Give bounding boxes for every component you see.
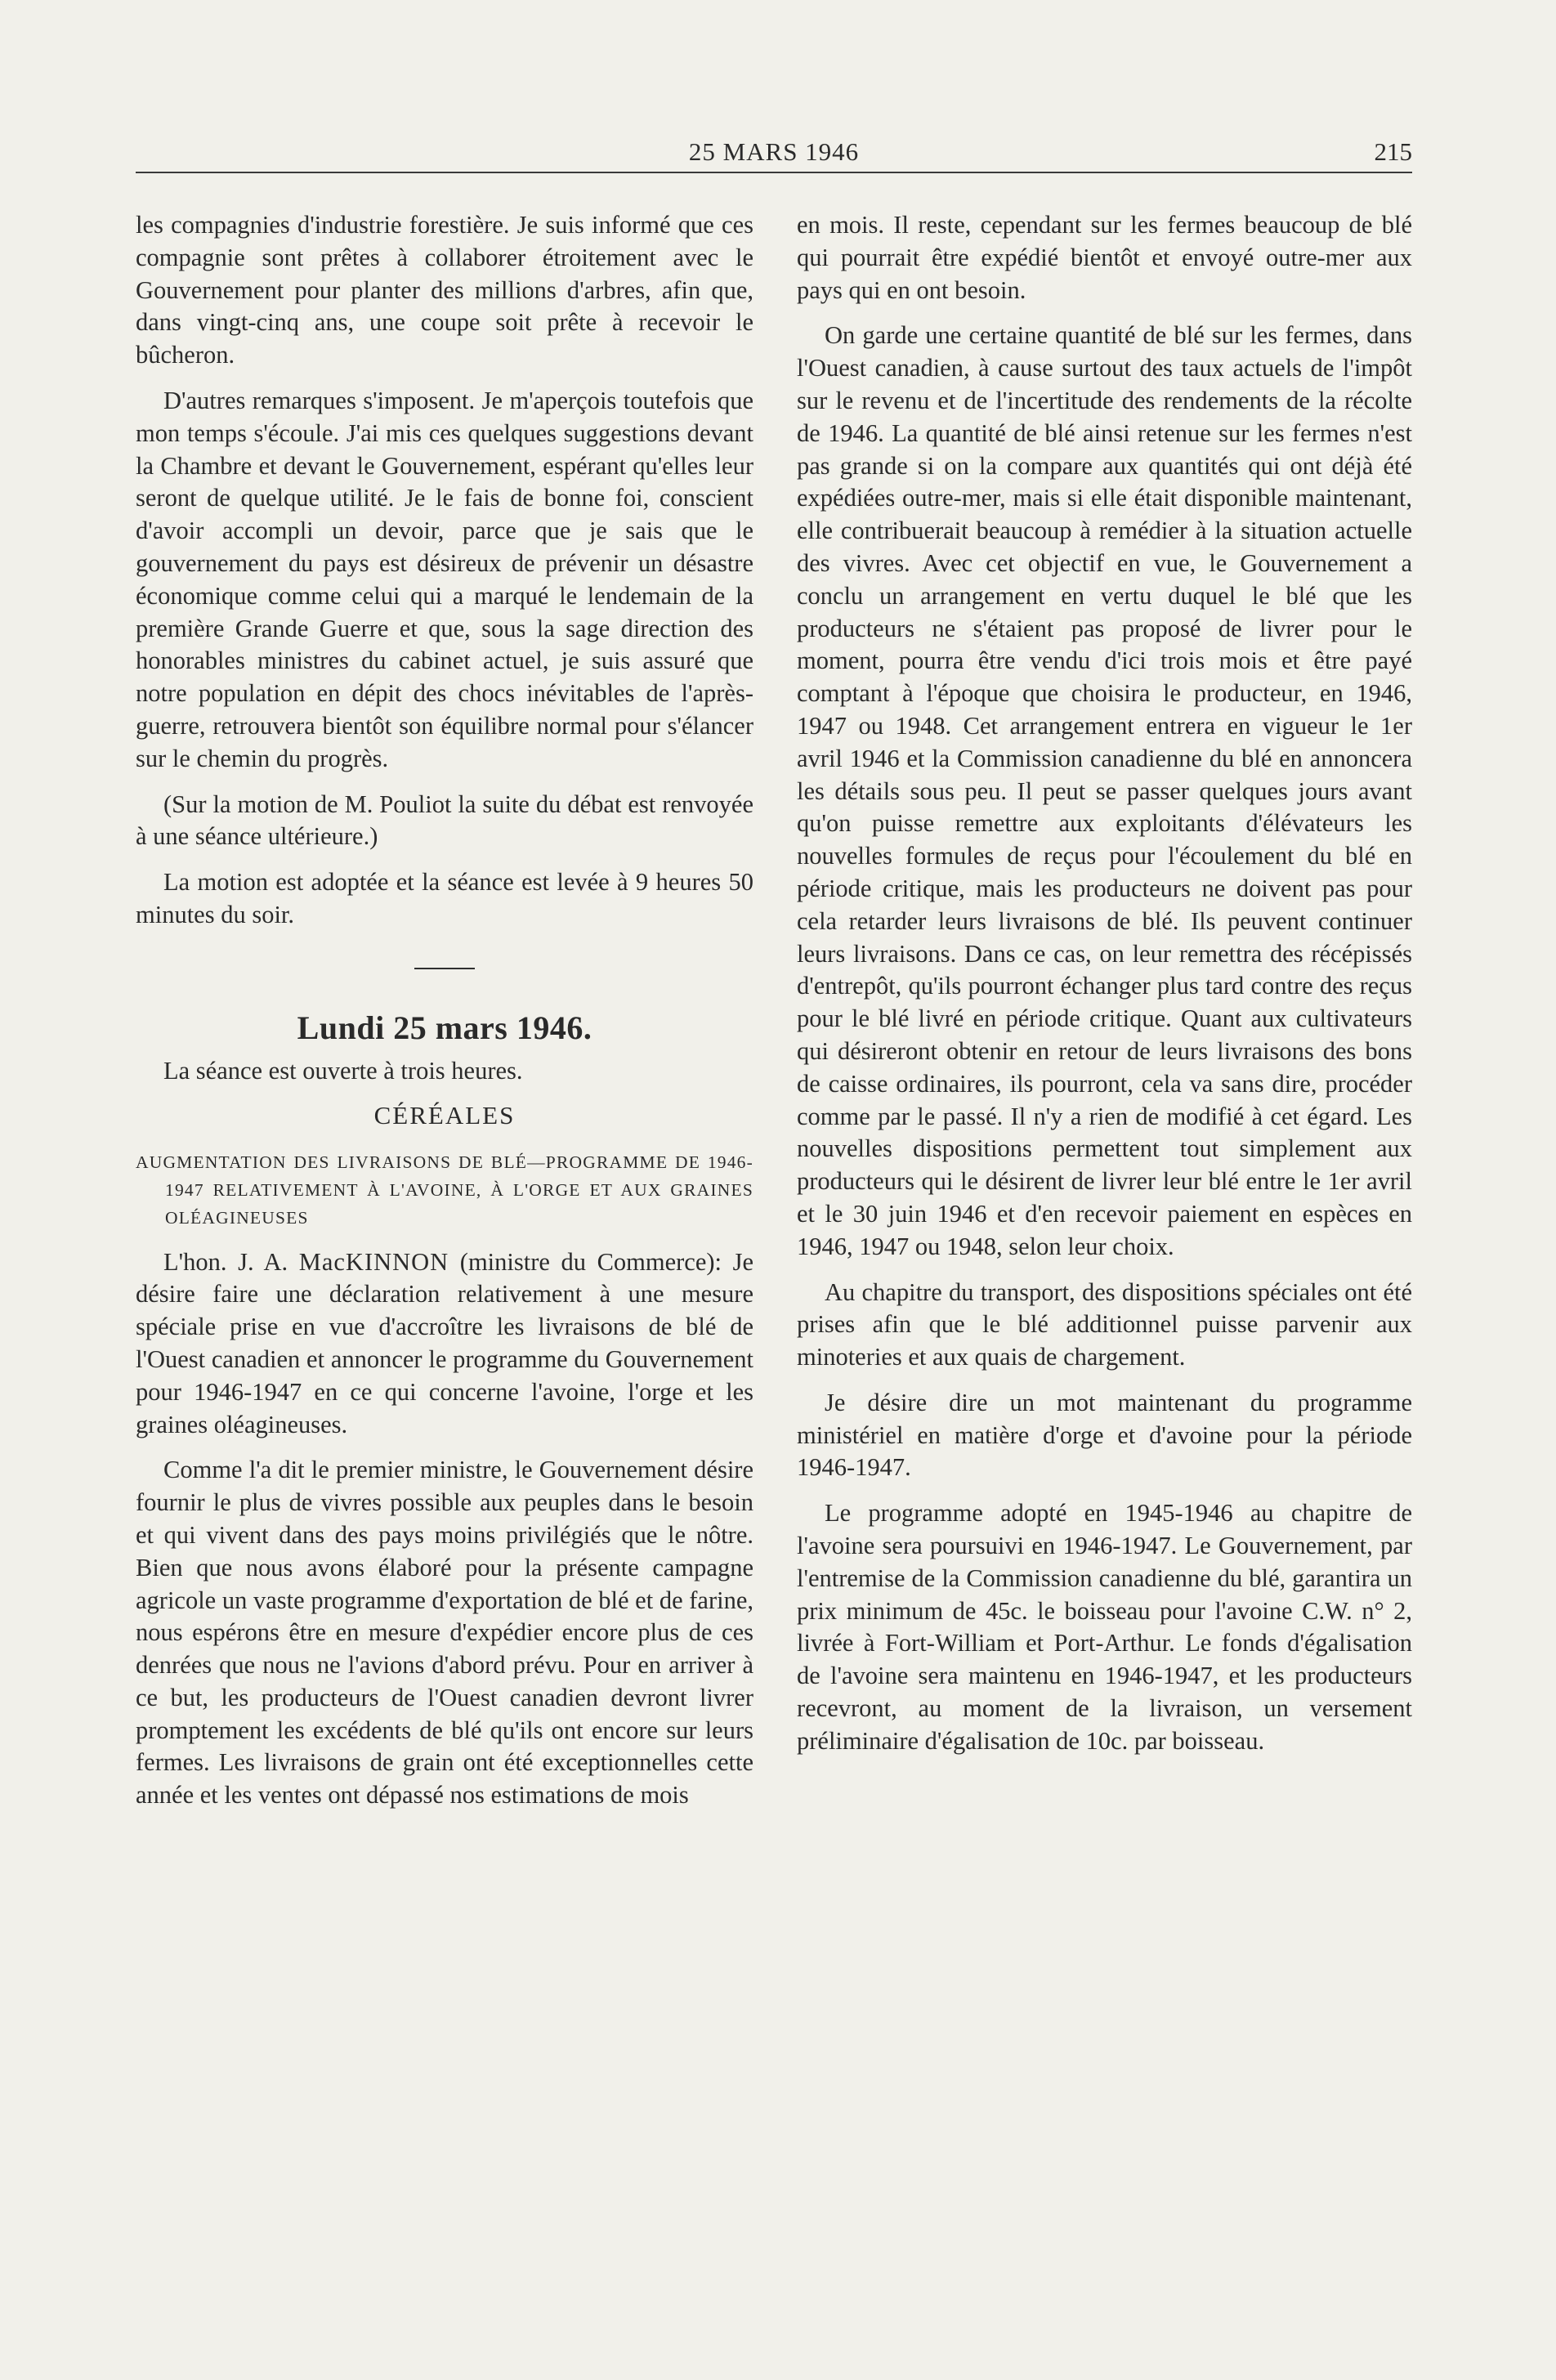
- paragraph: Je désire dire un mot maintenant du programme ministériel en matière d'orge et d'avoine pour la période 1946-1947.: [797, 1388, 1412, 1482]
- paragraph: Comme l'a dit le premier ministre, le Gouvernement désire fournir le plus de vivres possible aux peuples dans le besoin et qui vivent dans des pays moins privilégiés que le nôtre. Bien que nous avons élaboré pour la présente campagne agricole un vaste programme d'exportation de blé et de farine, nous espérons être en mesure d'expédier encore plus de ces denrées que nous ne l'avions d'abord prévu. Pour en arriver à ce but, les producteurs de l'Ouest canadien devront livrer promptement les excédents de blé qu'ils ont encore sur leurs fermes. Les livraisons de grain ont été exceptionnelles cette année et les ventes ont dépassé nos estimations de mois: [136, 1456, 753, 1810]
- left-column: [136, 209, 753, 1825]
- paragraph: Le programme adopté en 1945-1946 au chapitre de l'avoine sera poursuivi en 1946-1947. Le Gouvernement, par l'entremise de la Commission canadienne du blé, garantira un prix minimum de 45c. le boisseau pour l'avoine C.W. n° 2, livrée à Fort-William et Port-Arthur. Le fonds d'égalisation de l'avoine sera maintenu en 1946-1947, et les producteurs recevront, au moment de la livraison, un versement préliminaire d'égalisation de 10c. par boisseau.: [797, 1499, 1412, 1755]
- section-divider: [414, 968, 475, 969]
- paragraph: La motion est adoptée et la séance est levée à 9 heures 50 minutes du soir.: [136, 868, 753, 928]
- running-header: [136, 131, 1412, 173]
- running-date: 25 MARS 1946: [688, 137, 860, 166]
- speech-paragraph: [136, 1246, 753, 1442]
- sitting-date-heading: Lundi 25 mars 1946.: [297, 1009, 592, 1046]
- right-column: [797, 209, 1412, 1771]
- paragraph: les compagnies d'industrie forestière. Je suis informé que ces compagnie sont prêtes à collaborer étroitement avec le Gouvernement pour planter des millions d'arbres, afin que, dans vingt-cinq ans, une coupe soit prête à recevoir le bûcheron.: [136, 211, 753, 369]
- paragraph: en mois. Il reste, cependant sur les fermes beaucoup de blé qui pourrait être expédié bientôt et envoyé outre-mer aux pays qui en ont besoin.: [797, 211, 1412, 304]
- paragraph: Au chapitre du transport, des dispositions spéciales ont été prises afin que le blé additionnel puisse parvenir aux minoteries et aux quais de chargement.: [797, 1277, 1412, 1371]
- paragraph: (Sur la motion de M. Pouliot la suite du débat est renvoyée à une séance ultérieure.): [136, 790, 753, 851]
- section-title: CÉRÉALES: [373, 1100, 516, 1130]
- paragraph: D'autres remarques s'imposent. Je m'aperçois toutefois que mon temps s'écoule. J'ai mis ces quelques suggestions devant la Chambre et devant le Gouvernement, espérant qu'elles leur seront de quelque utilité. Je le fais de bonne foi, conscient d'avoir accompli un devoir, parce que je sais que le gouvernement du pays est désireux de prévenir un désastre économique comme celui qui a marqué le lendemain de la première Grande Guerre et que, sous la sage direction des honorables ministres du cabinet actuel, je suis assuré que notre population en dépit des chocs inévitables de l'après-guerre, retrouvera bientôt son équilibre normal pour s'élancer sur le chemin du progrès.: [136, 386, 753, 772]
- speech-text: (ministre du Commerce): Je désire faire une déclaration relativement à une mesure spéciale prise en vue d'accroître les livraisons de blé de l'Ouest canadien et annoncer le programme du Gouvernement pour 1946-1947 en ce qui concerne l'avoine, l'orge et les graines oléagineuses.: [136, 1247, 753, 1438]
- sitting-opened-note: La séance est ouverte à trois heures.: [163, 1056, 523, 1085]
- page-number: 215: [1374, 137, 1412, 166]
- paragraph: On garde une certaine quantité de blé sur les fermes, dans l'Ouest canadien, à cause surtout des taux actuels de l'impôt sur le revenu et de l'incertitude des rendements de la récolte de 1946. La quantité de blé ainsi retenue sur les fermes n'est pas grande si on la compare aux quantités qui ont déjà été expédiées outre-mer, mais si elle était disponible maintenant, elle contribuerait beaucoup à remédier à la situation actuelle des vivres. Avec cet objectif en vue, le Gouvernement a conclu un arrangement en vertu duquel le blé que les producteurs ne s'étaient pas proposé de livrer pour le moment, pourra être vendu d'ici trois mois et être payé comptant à l'époque que choisira le producteur, en 1946, 1947 ou 1948. Cet arrangement entrera en vigueur le 1er avril 1946 et la Commission canadienne du blé en annoncera les détails sous peu. Il peut se passer quelques jours avant qu'on puisse remettre aux exploitants d'élévateurs les nouvelles formules de reçus pour l'écoulement du blé en période critique, mais les producteurs ne doivent pas pour cela retarder leurs livraisons de blé. Ils peuvent continuer leurs livraisons. Dans ce cas, on leur remettra des récépissés d'entrepôt, qu'ils pourront échanger plus tard contre des reçus pour le blé livré en période critique. Quant aux cultivateurs qui désireront obtenir en retour de leurs livraisons des bons de caisse ordinaires, ils pourront, cela va sans dire, procéder comme par le passé. Il n'y a rien de modifié à cet égard. Les nouvelles dispositions permettent tout simplement aux producteurs qui le désirent de livrer leur blé entre le 1er avril et le 30 juin 1946 et d'en recevoir paiement en espèces en 1946, 1947 ou 1948, selon leur choix.: [797, 321, 1412, 1260]
- section-subheading: AUGMENTATION DES LIVRAISONS DE BLÉ—PROGRAMME DE 1946-1947 RELATIVEMENT À L'AVOINE, À L'ORGE ET AUX GRAINES OLÉAGINEUSES: [136, 1152, 753, 1228]
- speaker-name: MacKINNON: [298, 1247, 449, 1276]
- speaker-prefix: L'hon. J. A.: [163, 1247, 299, 1276]
